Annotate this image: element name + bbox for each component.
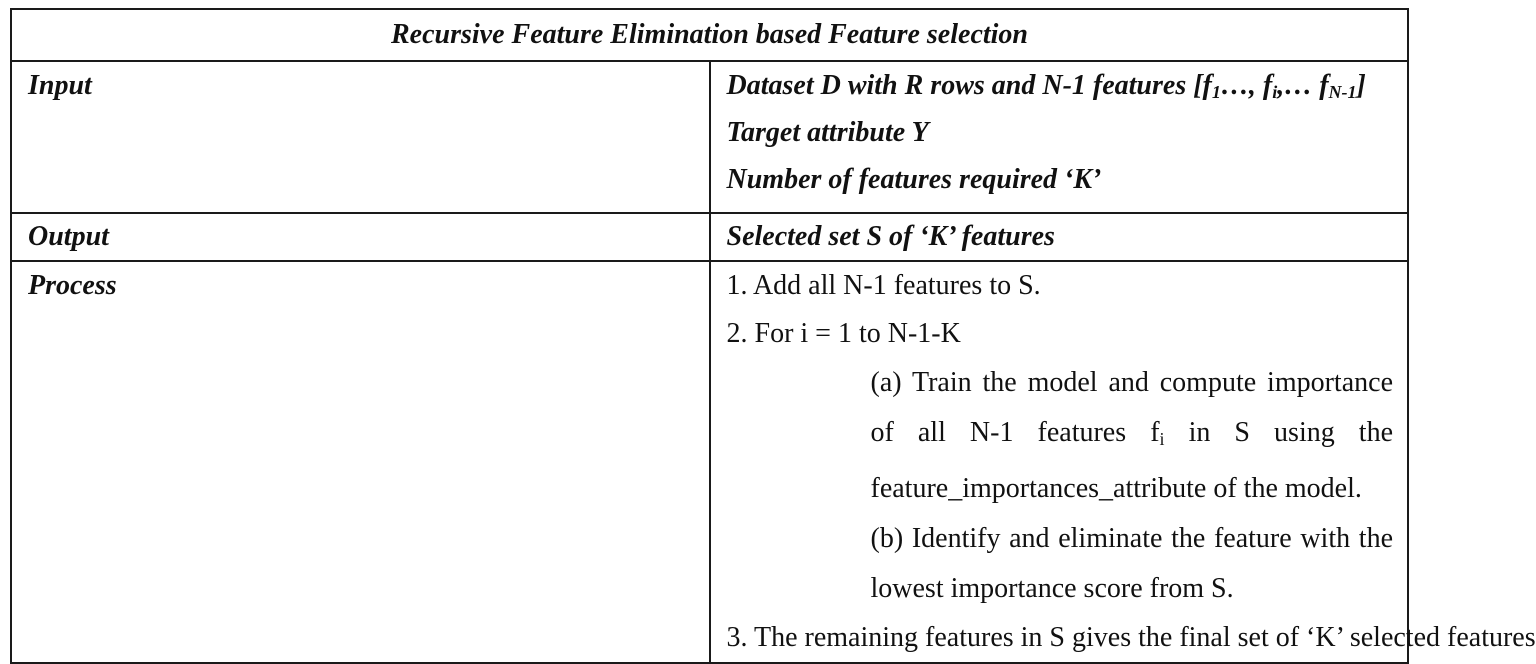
process-step-2a: (a) Train the model and compute importance of all N-1 features $f_i$ in S using the feature_importances_attribute of the model. bbox=[870, 367, 1393, 504]
algorithm-table bbox=[10, 8, 1536, 664]
input-content bbox=[710, 61, 1409, 213]
process-step-3: 3. The remaining features in S gives the final set of ‘K’ selected features bbox=[726, 622, 1536, 653]
input-target-line: Target attribute Y bbox=[726, 117, 929, 148]
input-label: Input bbox=[11, 61, 710, 213]
process-step-2b: (b) Identify and eliminate the feature with the lowest importance score from S. bbox=[870, 523, 1393, 604]
output-label: Output bbox=[11, 213, 710, 261]
table-title: Recursive Feature Elimination based Feature selection bbox=[11, 9, 1408, 61]
input-k-line: Number of features required ‘K’ bbox=[726, 164, 1102, 195]
process-step-2: 2. For i = 1 to N-1-K bbox=[726, 318, 961, 349]
process-step-1: 1. Add all N-1 features to S. bbox=[726, 270, 1041, 301]
output-content bbox=[710, 213, 1409, 261]
process-content bbox=[710, 261, 1536, 663]
process-row bbox=[11, 261, 1408, 663]
process-label: Process bbox=[11, 261, 710, 663]
output-text: Selected set S of ‘K’ features bbox=[726, 221, 1055, 252]
input-dataset-line: Dataset D with R rows and N-1 features [$f_1\dots$, $f_i,\dots$ $f_{N-1}$] bbox=[726, 70, 1366, 102]
output-row bbox=[11, 213, 1408, 261]
input-row bbox=[11, 61, 1408, 213]
